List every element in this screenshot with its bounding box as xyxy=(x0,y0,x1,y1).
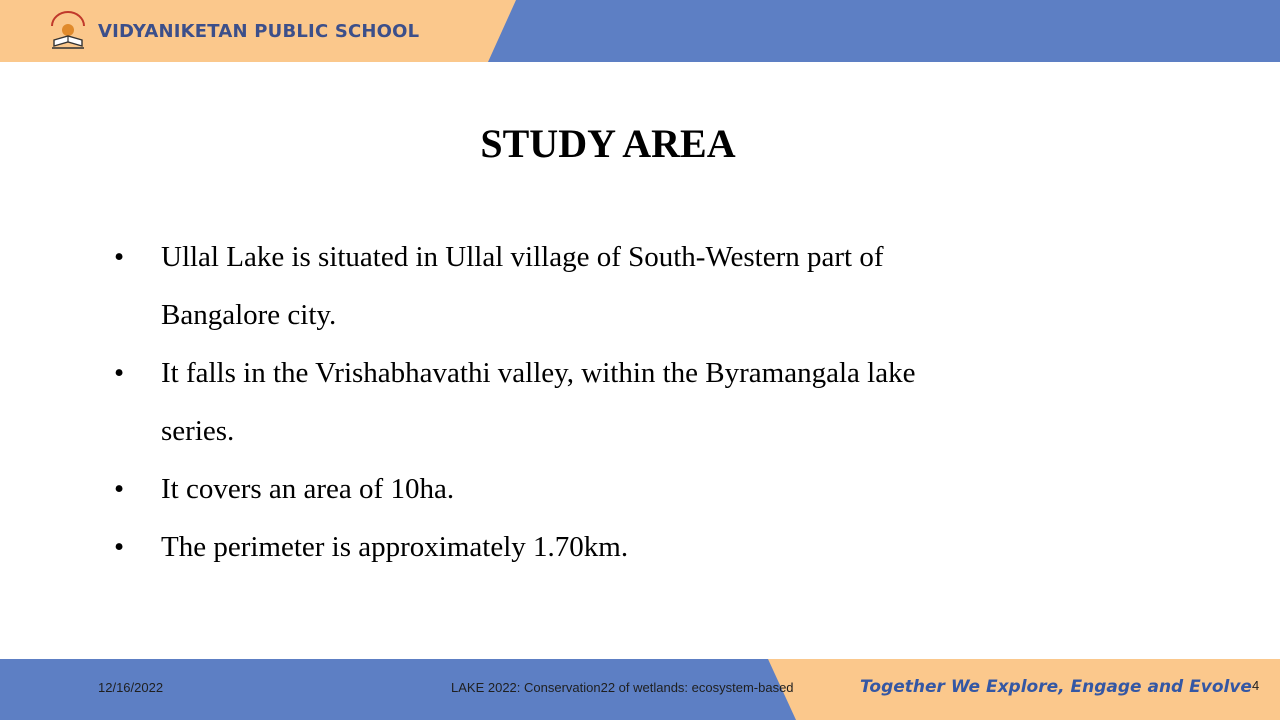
bullet-glyph: • xyxy=(114,241,125,273)
slide-title: STUDY AREA xyxy=(480,121,736,166)
bullet-text-line: series. xyxy=(161,415,235,447)
slide-header xyxy=(0,0,1280,62)
footer-tagline: Together We Explore, Engage and Evolve xyxy=(860,677,1252,697)
footer-date: 12/16/2022 xyxy=(98,680,164,695)
bullet-item xyxy=(114,344,1034,460)
footer-center-text: LAKE 2022: Conservation22 of wetlands: ecosystem-based xyxy=(451,680,794,695)
bullet-item xyxy=(114,518,1034,576)
bullet-item xyxy=(114,460,1034,518)
school-emblem-icon xyxy=(46,10,90,52)
bullet-text-line: The perimeter is approximately 1.70km. xyxy=(161,531,629,563)
page-number: 4 xyxy=(1252,678,1260,693)
school-name: VIDYANIKETAN PUBLIC SCHOOL xyxy=(98,20,420,42)
bullet-item xyxy=(114,228,1034,344)
school-brand xyxy=(46,10,419,52)
bullet-text-line: Ullal Lake is situated in Ullal village of South-Western part of xyxy=(161,241,884,273)
bullet-glyph: • xyxy=(114,357,125,389)
bullet-list xyxy=(114,228,1034,576)
bullet-glyph: • xyxy=(114,531,125,563)
bullet-glyph: • xyxy=(114,473,125,505)
bullet-text-line: Bangalore city. xyxy=(161,299,337,331)
slide-footer xyxy=(0,659,1280,720)
bullet-text-line: It falls in the Vrishabhavathi valley, within the Byramangala lake xyxy=(161,357,916,389)
bullet-text-line: It covers an area of 10ha. xyxy=(161,473,455,505)
